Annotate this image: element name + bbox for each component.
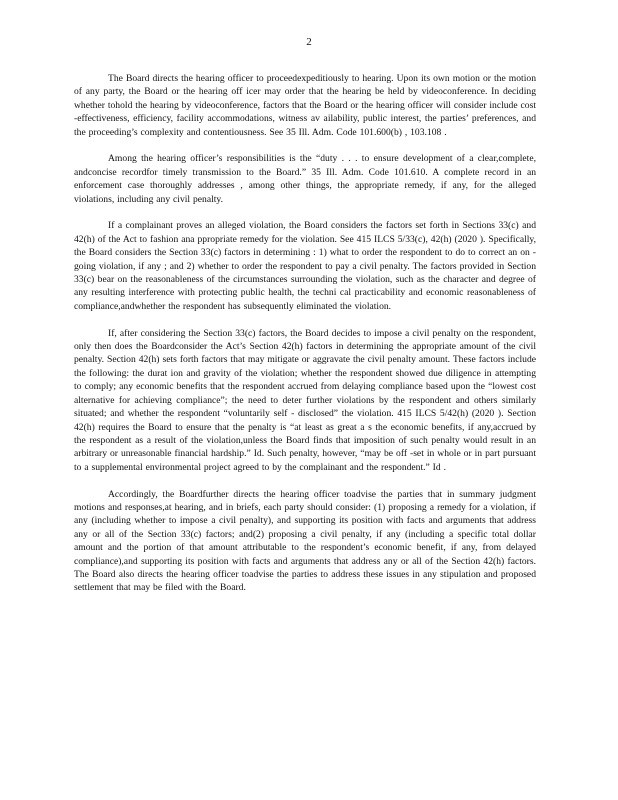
paragraph-hearing-officer-duties: Among the hearing officer’s responsibilities is the “duty . . . to ensure development of a clear,complete, andconcise recordfor timely transmission to the Board.” 35 Ill. Adm. Code 101.610. A complete record in an enforcement case thoroughly addresses , among other things, the appropriate remedy, if any, for the alleged violations, including any civil penalty. <box>74 153 536 205</box>
document-body <box>74 72 536 595</box>
paragraph-hearing-directive: The Board directs the hearing officer to proceedexpeditiously to hearing. Upon its own motion or the motion of any party, the Board or the hearing off icer may order that the hearing be held by videoconference. In deciding whether tohold the hearing by videoconference, factors that the Board or the hearing officer will consider include cost -effectiveness, efficiency, facility accommodations, witness av ailability, public interest, the parties’ preferences, and the proceeding’s complexity and contentiousness. See 35 Ill. Adm. Code 101.600(b) , 103.108 . <box>74 73 536 138</box>
paragraph-section-33c: If a complainant proves an alleged violation, the Board considers the factors set forth in Sections 33(c) and 42(h) of the Act to fashion ana ppropriate remedy for the violation. See 415 ILCS 5/33(c), 42(h) (2020 ). Specifically, the Board considers the Section 33(c) factors in determining : 1) what to order the respondent to do to correct an on - going violation, if any ; and 2) whether to order the respondent to pay a civil penalty. The factors provided in Section 33(c) bear on the reasonableness of the circumstances surrounding the violation, such as the character and degree of any resulting interference with protecting public health, the techni cal practicability and economic reasonableness of compliance,andwhether the respondent has subsequently eliminated the violation. <box>74 220 536 312</box>
paragraph-party-considerations: Accordingly, the Boardfurther directs the hearing officer toadvise the parties that in summary judgment motions and responses,at hearing, and in briefs, each party should consider: (1) proposing a remedy for a violation, if any (including whether to impose a civil penalty), and supporting its position with facts and arguments that address any or all of the Section 33(c) factors; and(2) proposing a civil penalty, if any (including a specific total dollar amount and the portion of that amount attributable to the respondent’s economic benefit, if any, from delayed compliance),and supporting its position with facts and arguments that address any or all of the Section 42(h) factors. The Board also directs the hearing officer toadvise the parties to address these issues in any stipulation and proposed settlement that may be filed with the Board. <box>74 488 536 594</box>
page-number: 2 <box>306 36 312 48</box>
paragraph-section-42h: If, after considering the Section 33(c) factors, the Board decides to impose a civil penalty on the respondent, only then does the Boardconsider the Act’s Section 42(h) factors in determining the appropriate amount of the civil penalty. Section 42(h) sets forth factors that may mitigate or aggravate the civil penalty amount. These factors include the following: the durat ion and gravity of the violation; whether the respondent showed due diligence in attempting to comply; any economic benefits that the respondent accrued from delaying compliance based upon the “lowest cost alternative for achieving compliance”; the need to deter further violations by the respondent and others similarly situated; and whether the respondent “voluntarily self - disclosed” the violation. 415 ILCS 5/42(h) (2020 ). Section 42(h) requires the Board to ensure that the penalty is “at least as great a s the economic benefits, if any,accrued by the respondent as a result of the violation,unless the Board finds that imposition of such penalty would result in an arbitrary or unreasonable financial hardship.” Id. Such penalty, however, “may be off -set in whole or in part pursuant to a supplemental environmental project agreed to by the complainant and the respondent.” Id . <box>74 327 536 473</box>
